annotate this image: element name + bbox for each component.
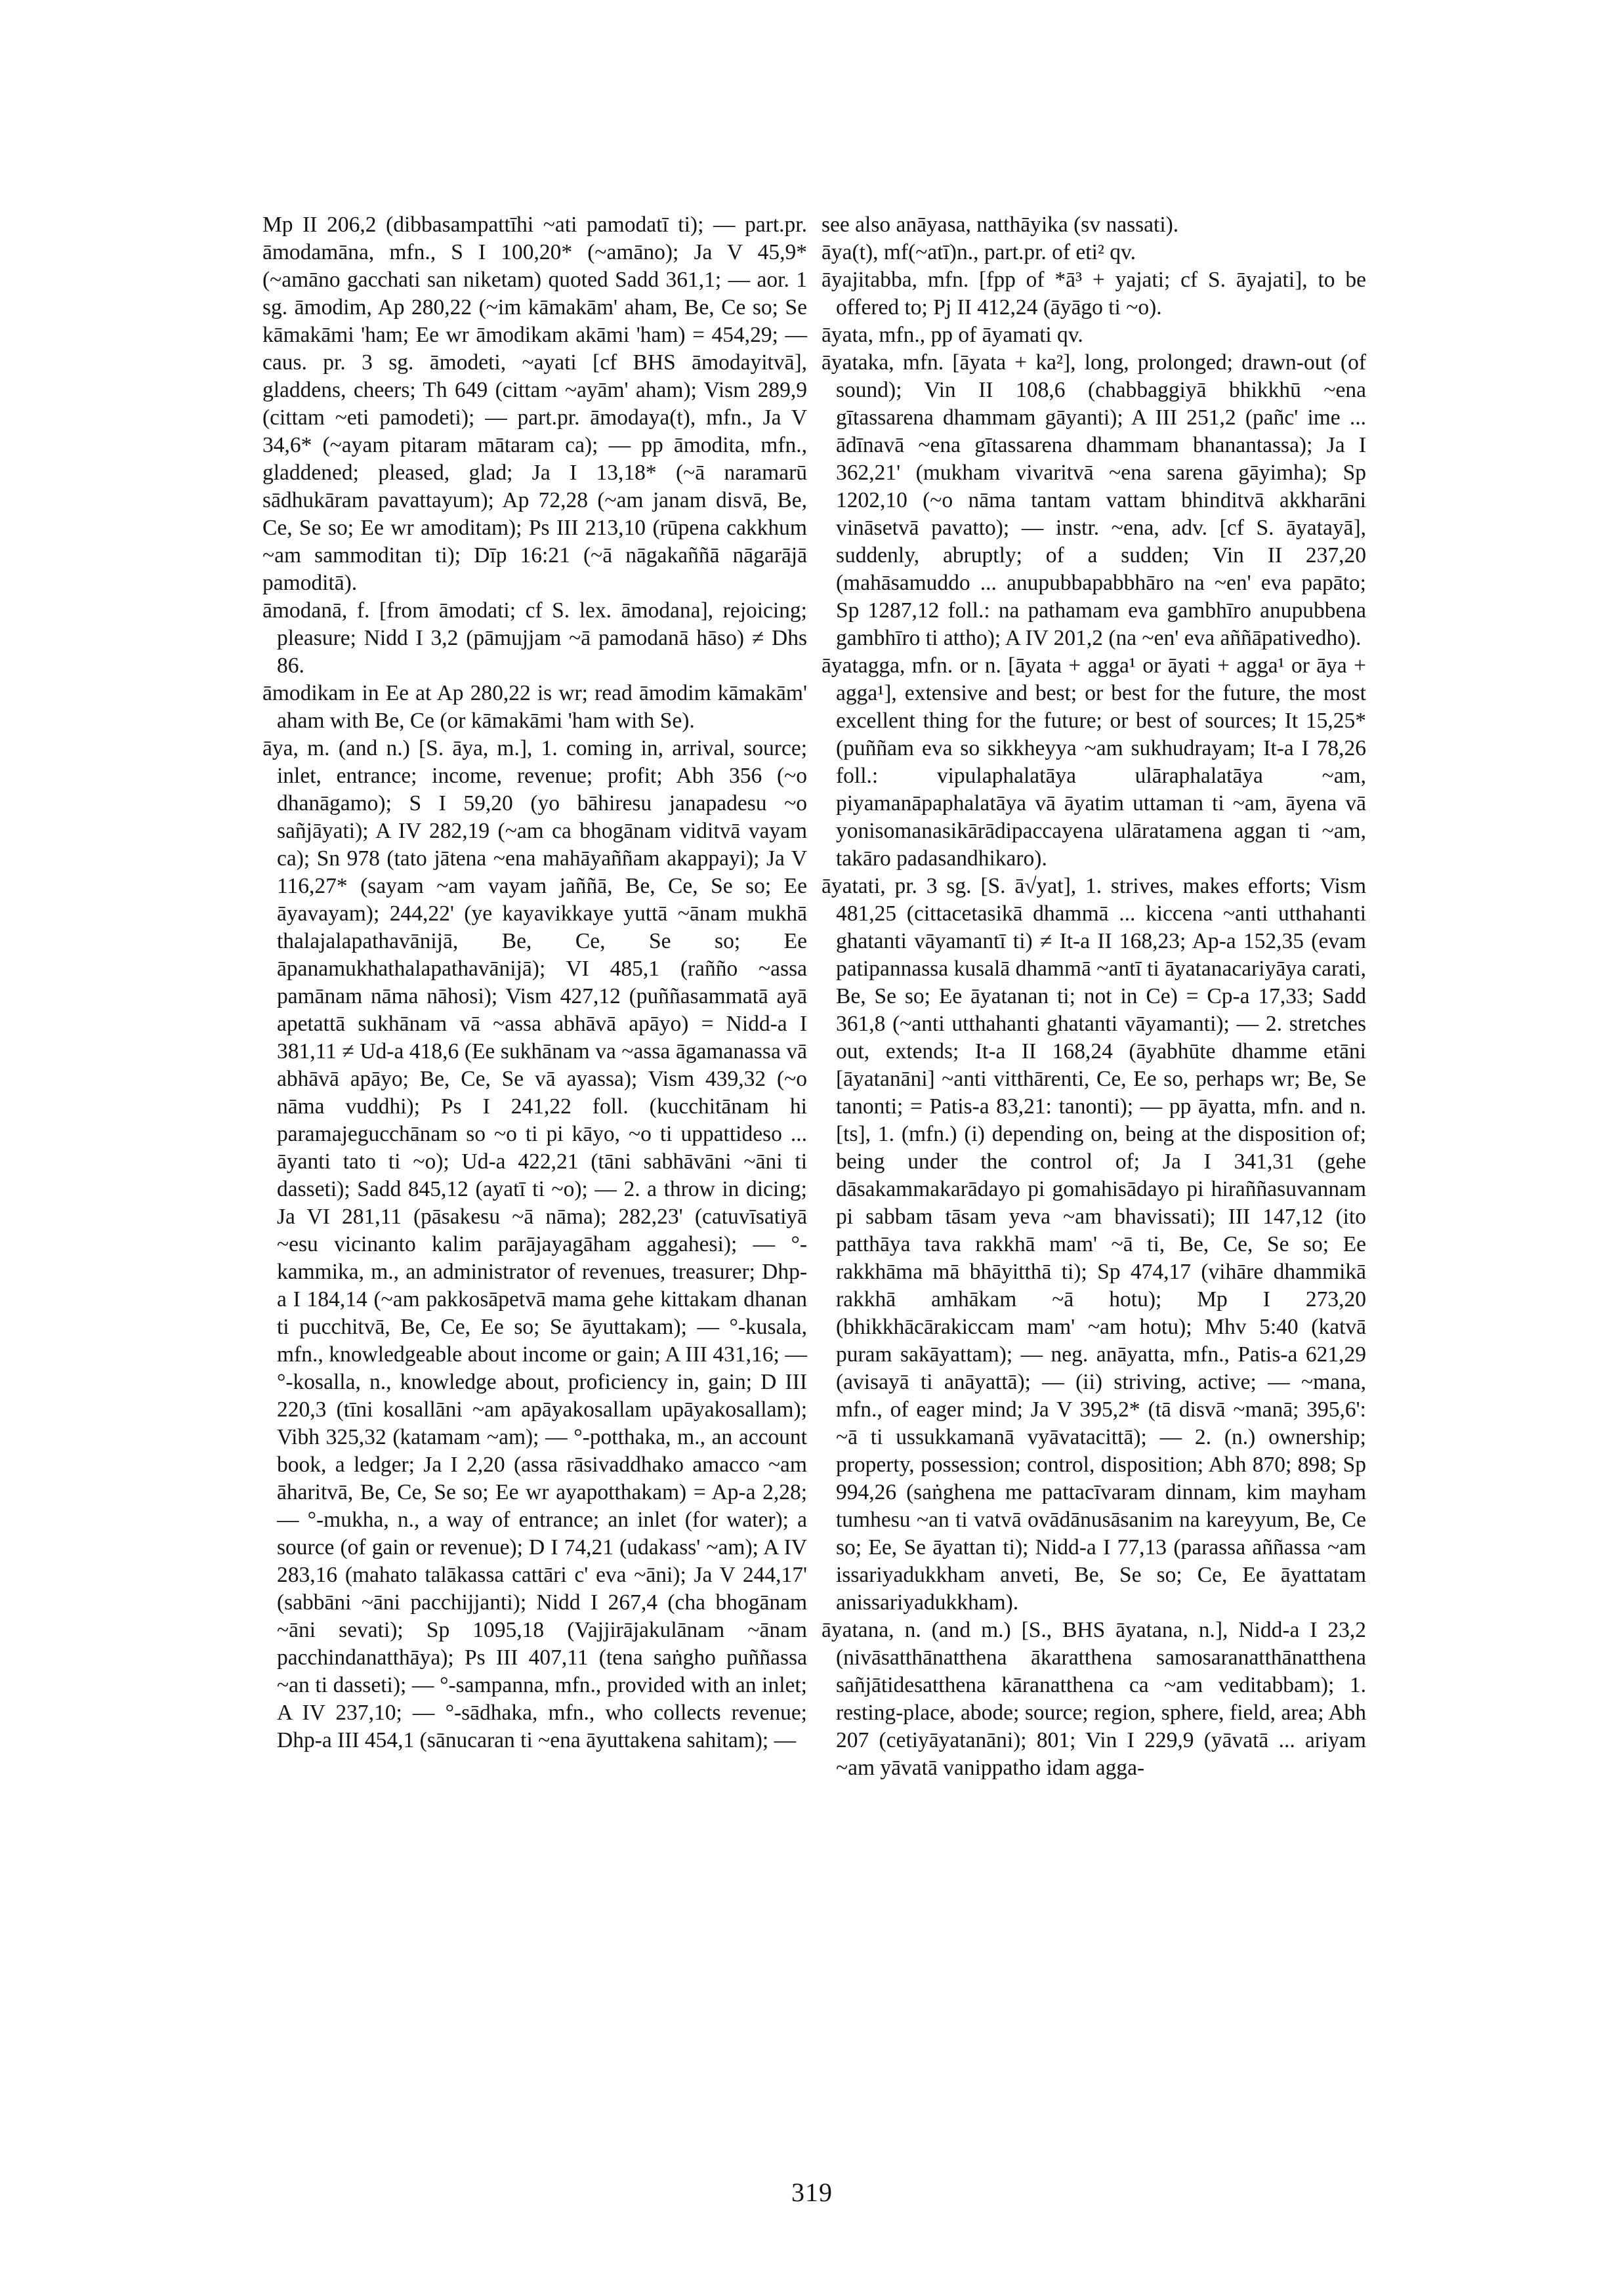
entry-aya: āya, m. (and n.) [S. āya, m.], 1. coming in, arrival, source; inlet, entrance; income, revenue; profit; Abh 356 (~o dhanāgamo); S I 59,20 (yo bāhiresu janapadesu ~o sañjāyati); A IV 282,19 (~am ca bhogānam viditvā vayam ca); Sn 978 (tato jātena ~ena mahāyaññam akappayi); Ja V 116,27* (sayam ~am vayam jaññā, Be, Ce, Se so; Ee āyavayam); 244,22' (ye kayavikkaye yuttā ~ānam mukhā thalajalapathavānijā, Be, Ce, Se so; Ee āpanamukhathalapathavānijā); VI 485,1 (rañño ~assa pamānam nāma nāhosi); Vism 427,12 (puññasammatā ayā apetattā sukhānam vā ~assa abhāvā apāyo) = Nidd-a I 381,11 ≠ Ud-a 418,6 (Ee sukhānam va ~assa āgamanassa vā abhāvā apāyo; Be, Ce, Se vā ayassa); Vism 439,32 (~o nāma vuddhi); Ps I 241,22 foll. (kucchitānam hi paramajegucchānam so ~o ti pi kāyo, ~o ti uppattideso ... āyanti tato ti ~o); Ud-a 422,21 (tāni sabhāvāni ~āni ti dasseti); Sadd 845,12 (ayatī ti ~o); — 2. a throw in dicing; Ja VI 281,11 (pāsakesu ~ā nāma); 282,23' (catuvīsatiyā ~esu vicinanto kalim parājayagāham aggahesi); — °-kammika, m., an administrator of revenues, treasurer; Dhp-a I 184,14 (~am pakkosāpetvā mama gehe kittakam dhanan ti pucchitvā, Be, Ce, Ee so; Se āyuttakam); — °-kusala, mfn., knowledgeable about income or gain; A III 431,16; — °-kosalla, n., knowledge about, proficiency in, gain; D III 220,3 (tīni kosallāni ~am apāyakosallam upāyakosallam); Vibh 325,32 (katamam ~am); — °-potthaka, m., an account book, a ledger; Ja I 2,20 (assa rāsivaddhako amacco ~am āharitvā, Be, Ce, Se so; Ee wr ayapotthakam) = Ap-a 2,28; — °-mukha, n., a way of entrance; an inlet (for water); a source (of gain or revenue); D I 74,21 (udakass' ~am); A IV 283,16 (mahato talākassa cattāri c' eva ~āni); Ja V 244,17' (sabbāni ~āni pacchijjanti); Nidd I 267,4 (cha bhogānam ~āni sevati); Sp 1095,18 (Vajjirājakulānam ~ānam pacchindanatthāya); Ps III 407,11 (tena saṅgho puññassa ~an ti dasseti); — °-sampanna, mfn., provided with an inlet; A IV 237,10; — °-sādhaka, mfn., who collects revenue; Dhp-a III 454,1 (sānucaran ti ~ena āyuttakena sahitam); — — [262, 736, 807, 1752]
entry-ayataka: āyataka, mfn. [āyata + ka²], long, prolonged; drawn-out (of sound); Vin II 108,6 (chabbaggiyā bhikkhū ~ena gītassarena dhammam gāyanti); A III 251,2 (pañc' ime ... ādīnavā ~ena gītassarena dhammam bhanantassa); Ja I 362,21' (mukham vivaritvā ~ena sarena gāyimha); Sp 1202,10 (~o nāma tantam vattam bhinditvā akkharāni vināsetvā pavatto); — instr. ~ena, adv. [cf S. āyatayā], suddenly, abruptly; of a sudden; Vin II 237,20 (mahāsamuddo ... anupubbapabbhāro na ~en' eva papāto; Sp 1287,12 foll.: na pathamam eva gambhīro anupubbena gambhīro ti attho); A IV 201,2 (na ~en' eva aññāpativedho). — [822, 350, 1366, 650]
entry-amodikam: āmodikam in Ee at Ap 280,22 is wr; read āmodim kāmakām' aham with Be, Ce (or kāmakāmi 'ham with Se). — [262, 681, 807, 733]
entry-ayata: āyata, mfn., pp of āyamati qv. — [822, 323, 1083, 347]
entry-ayatagga: āyatagga, mfn. or n. [āyata + agga¹ or āyati + agga¹ or āya + agga¹], extensive and best; or best for the future, the most excellent thing for the future; or best of sources; It 15,25* (puññam eva so sikkheyya ~am sukhudrayam; It-a I 78,26 foll.: vipulaphalatāya ulāraphalatāya ~am, piyamanāpaphalatāya vā āyatim uttaman ti ~am, āyena vā yonisomanasikārādipaccayena ulāratamena aggan ti ~am, takāro padasandhikaro). — [822, 653, 1366, 871]
right-column — [822, 211, 1366, 1782]
entry-amodana: āmodanā, f. [from āmodati; cf S. lex. āmodana], rejoicing; pleasure; Nidd I 3,2 (pāmujjam ~ā pamodanā hāso) ≠ Dhs 86. — [262, 598, 807, 678]
left-column — [262, 211, 807, 1754]
entry-ayajitabba: āyajitabba, mfn. [fpp of *ā³ + yajati; cf S. āyajati], to be offered to; Pj II 412,24 (āyāgo ti ~o). — [822, 268, 1366, 320]
entry-amodati-continued: Mp II 206,2 (dibbasampattīhi ~ati pamodatī ti); — part.pr. āmodamāna, mfn., S I 100,20* (~amāno); Ja V 45,9* (~amāno gacchati san niketam) quoted Sadd 361,1; — aor. 1 sg. āmodim, Ap 280,22 (~im kāmakām' aham, Be, Ce so; Se kāmakāmi 'ham; Ee wr āmodikam akāmi 'ham) = 454,29; — caus. pr. 3 sg. āmodeti, ~ayati [cf BHS āmodayitvā], gladdens, cheers; Th 649 (cittam ~ayām' aham); Vism 289,9 (cittam ~eti pamodeti); — part.pr. āmodaya(t), mfn., Ja V 34,6* (~ayam pitaram mātaram ca); — pp āmodita, mfn., gladdened; pleased, glad; Ja I 13,18* (~ā naramarū sādhukāram pavattayum); Ap 72,28 (~am janam disvā, Be, Ce, Se so; Ee wr amoditam); Ps III 213,10 (rūpena cakkhum ~am sammoditan ti); Dīp 16:21 (~ā nāgakaññā nāgarājā pamoditā). — [262, 213, 807, 595]
entry-ayatati: āyatati, pr. 3 sg. [S. ā√yat], 1. strives, makes efforts; Vism 481,25 (cittacetasikā dhammā ... kiccena ~anti utthahanti ghatanti vāyamantī ti) ≠ It-a II 168,23; Ap-a 152,35 (evam patipannassa kusalā dhammā ~antī ti āyatanacariyāya carati, Be, Se so; Ee āyatanan ti; not in Ce) = Cp-a 17,33; Sadd 361,8 (~anti utthahanti ghatanti vāyamanti); — 2. stretches out, extends; It-a II 168,24 (āyabhūte dhamme etāni [āyatanāni] ~anti vitthārenti, Ce, Ee so, perhaps wr; Be, Se tanonti; = Patis-a 83,21: tanonti); — pp āyatta, mfn. and n. [ts], 1. (mfn.) (i) depending on, being at the disposition of; being under the control of; Ja I 341,31 (gehe dāsakammakarādayo pi gomahisādayo pi hiraññasuvannam pi sabbam tāsam yeva ~am bhavissati); III 147,12 (ito patthāya tava rakkhā mam' ~ā ti, Be, Ce, Se so; Ee rakkhāma mā bhāyitthā ti); Sp 474,17 (vihāre dhammikā rakkhā amhākam ~ā hotu); Mp I 273,20 (bhikkhācārakiccam mam' ~am hotu); Mhv 5:40 (katvā puram sakāyattam); — neg. anāyatta, mfn., Patis-a 621,29 (avisayā ti anāyattā); — (ii) striving, active; — ~mana, mfn., of eager mind; Ja V 395,2* (tā disvā ~manā; 395,6': ~ā ti ussukkamanā vyāvatacittā); — 2. (n.) ownership; property, possession; control, disposition; Abh 870; 898; Sp 994,26 (saṅghena me pattacīvaram dinnam, kim mayham tumhesu ~an ti vatvā ovādānusāsanim na kareyyum, Be, Ce so; Ee, Se āyattan ti); Nidd-a I 77,13 (parassa aññassa ~am issariyadukkham anveti, Be, Se so; Ce, Ee āyattatam anissariyadukkham). — [822, 874, 1366, 1615]
page-number: 319 — [791, 2178, 833, 2207]
entry-aya-continued: see also anāyasa, natthāyika (sv nassati). — [822, 213, 1179, 237]
entry-ayat: āya(t), mf(~atī)n., part.pr. of eti² qv. — [822, 240, 1136, 264]
entry-ayatana: āyatana, n. (and m.) [S., BHS āyatana, n.], Nidd-a I 23,2 (nivāsatthānatthena ākaratthena samosaranatthānatthena sañjātidesatthena kāranatthena ca ~am veditabbam); 1. resting-place, abode; source; region, sphere, field, area; Abh 207 (cetiyāyatanāni); 801; Vin I 229,9 (yāvatā ... ariyam ~am yāvatā vanippatho idam agga- — [822, 1618, 1366, 1780]
